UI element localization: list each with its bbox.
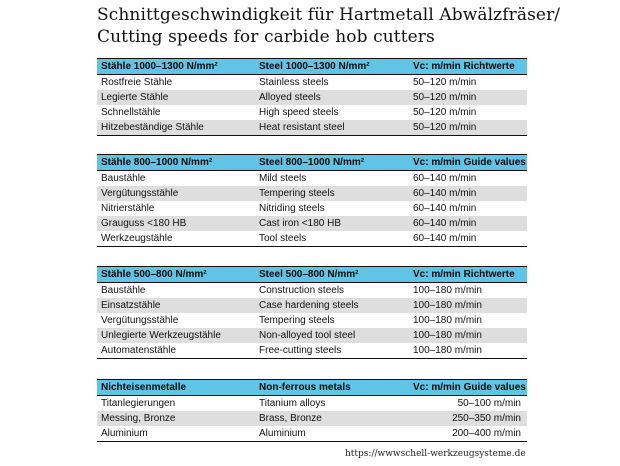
cell-speed: 100–180 m/min xyxy=(409,328,527,343)
table-row xyxy=(97,298,527,313)
cell-german: Vergütungsstähle xyxy=(97,186,255,201)
table-header-row xyxy=(97,267,527,283)
cell-german: Hitzebeständige Stähle xyxy=(97,120,255,136)
cell-german: Baustähle xyxy=(97,171,255,187)
cell-english: Brass, Bronze xyxy=(255,411,409,426)
column-header-german: Nichteisenmetalle xyxy=(97,380,255,396)
cell-english: Tempering steels xyxy=(255,313,409,328)
table-header-row xyxy=(97,155,527,171)
cell-english: Aluminium xyxy=(255,426,409,442)
cell-english: Free-cutting steels xyxy=(255,343,409,359)
table-row xyxy=(97,231,527,247)
column-header-speed: Vc: m/min Richtwerte xyxy=(409,59,527,75)
cell-english: Tool steels xyxy=(255,231,409,247)
cell-speed: 100–180 m/min xyxy=(409,313,527,328)
table-row xyxy=(97,343,527,359)
cell-speed: 50–120 m/min xyxy=(409,75,527,91)
cell-english: Construction steels xyxy=(255,283,409,299)
cell-speed: 60–140 m/min xyxy=(409,186,527,201)
cell-speed: 50–100 m/min xyxy=(409,396,527,412)
table-header-row xyxy=(97,59,527,75)
cell-english: Nitriding steels xyxy=(255,201,409,216)
cell-german: Baustähle xyxy=(97,283,255,299)
cell-speed: 50–120 m/min xyxy=(409,120,527,136)
cell-german: Rostfreie Stähle xyxy=(97,75,255,91)
table-row xyxy=(97,411,527,426)
column-header-german: Stähle 1000–1300 N/mm² xyxy=(97,59,255,75)
column-header-speed: Vc: m/min Guide values xyxy=(409,155,527,171)
cell-speed: 100–180 m/min xyxy=(409,298,527,313)
cell-german: Nitrierstähle xyxy=(97,201,255,216)
table-row xyxy=(97,328,527,343)
column-header-english: Steel 500–800 N/mm² xyxy=(255,267,409,283)
column-header-english: Non-ferrous metals xyxy=(255,380,409,396)
table-row xyxy=(97,426,527,442)
cell-english: Heat resistant steel xyxy=(255,120,409,136)
table-row xyxy=(97,283,527,299)
cell-speed: 50–120 m/min xyxy=(409,90,527,105)
table-row xyxy=(97,313,527,328)
cell-german: Unlegierte Werkzeugstähle xyxy=(97,328,255,343)
cell-german: Grauguss <180 HB xyxy=(97,216,255,231)
cell-speed: 100–180 m/min xyxy=(409,343,527,359)
cell-german: Titanlegierungen xyxy=(97,396,255,412)
source-url: https://wwwschell-werkzeugsysteme.de xyxy=(345,449,526,459)
column-header-english: Steel 800–1000 N/mm² xyxy=(255,155,409,171)
cell-english: Cast iron <180 HB xyxy=(255,216,409,231)
column-header-english: Steel 1000–1300 N/mm² xyxy=(255,59,409,75)
page-title-german: Schnittgeschwindigkeit für Hartmetall Abwälzfräser/ xyxy=(97,5,561,25)
table-row xyxy=(97,186,527,201)
cell-speed: 60–140 m/min xyxy=(409,216,527,231)
cell-english: Non-alloyed tool steel xyxy=(255,328,409,343)
table-header-row xyxy=(97,380,527,396)
cell-speed: 200–400 m/min xyxy=(409,426,527,442)
cell-english: High speed steels xyxy=(255,105,409,120)
cell-german: Aluminium xyxy=(97,426,255,442)
column-header-german: Stähle 500–800 N/mm² xyxy=(97,267,255,283)
cell-english: Mild steels xyxy=(255,171,409,187)
cell-speed: 60–140 m/min xyxy=(409,201,527,216)
table-row xyxy=(97,105,527,120)
table-row xyxy=(97,216,527,231)
speed-table-800-1000 xyxy=(97,154,527,247)
column-header-german: Stähle 800–1000 N/mm² xyxy=(97,155,255,171)
cell-speed: 50–120 m/min xyxy=(409,105,527,120)
table-row xyxy=(97,75,527,91)
cell-german: Legierte Stähle xyxy=(97,90,255,105)
cell-german: Vergütungsstähle xyxy=(97,313,255,328)
table-row xyxy=(97,201,527,216)
table-row xyxy=(97,171,527,187)
page-title-english: Cutting speeds for carbide hob cutters xyxy=(97,27,435,47)
cell-german: Einsatzstähle xyxy=(97,298,255,313)
cell-english: Stainless steels xyxy=(255,75,409,91)
column-header-speed: Vc: m/min Richtwerte xyxy=(409,267,527,283)
table-row xyxy=(97,90,527,105)
table-row xyxy=(97,396,527,412)
speed-table-1000-1300 xyxy=(97,58,527,136)
cell-speed: 100–180 m/min xyxy=(409,283,527,299)
cell-speed: 250–350 m/min xyxy=(409,411,527,426)
cell-german: Messing, Bronze xyxy=(97,411,255,426)
cell-german: Werkzeugstähle xyxy=(97,231,255,247)
cell-german: Automatenstähle xyxy=(97,343,255,359)
speed-table-non-ferrous xyxy=(97,379,527,442)
table-row xyxy=(97,120,527,136)
speed-table-500-800 xyxy=(97,266,527,359)
cell-speed: 60–140 m/min xyxy=(409,231,527,247)
column-header-speed: Vc: m/min Guide values xyxy=(409,380,527,396)
cell-english: Case hardening steels xyxy=(255,298,409,313)
cell-english: Alloyed steels xyxy=(255,90,409,105)
cell-speed: 60–140 m/min xyxy=(409,171,527,187)
cell-english: Tempering steels xyxy=(255,186,409,201)
cell-english: Titanium alloys xyxy=(255,396,409,412)
cell-german: Schnellstähle xyxy=(97,105,255,120)
